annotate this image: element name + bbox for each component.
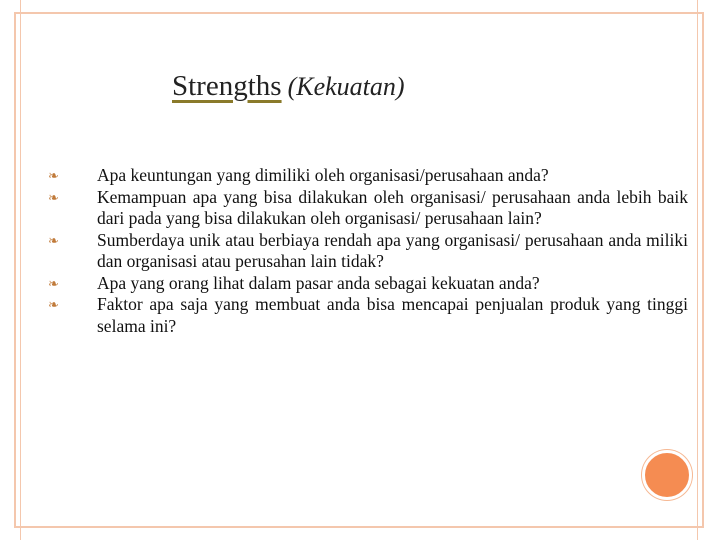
list-item [48, 294, 688, 337]
title-subtitle: (Kekuatan) [287, 72, 405, 101]
list-item-text: Apa yang orang lihat dalam pasar anda sebagai kekuatan anda? [97, 272, 540, 293]
frame-line-left [20, 0, 21, 540]
fleuron-bullet-icon: ❧ [48, 168, 59, 183]
list-item-text: Kemampuan apa yang bisa dilakukan oleh organisasi/ perusahaan anda lebih baik dari pada yang bisa dilakukan oleh organisasi/ perusahaan lain? [97, 186, 688, 228]
list-item [48, 187, 688, 230]
title-main: Strengths [172, 70, 282, 102]
frame-line-right [697, 0, 698, 540]
list-item-text: Apa keuntungan yang dimiliki oleh organisasi/perusahaan anda? [97, 165, 549, 185]
list-item [48, 273, 688, 295]
list-item-text: Sumberdaya unik atau berbiaya rendah apa yang organisasi/ perusahaan anda miliki dan organisasi atau perusahan lain tidak? [97, 229, 688, 271]
list-item-text: Faktor apa saja yang membuat anda bisa mencapai penjualan produk yang tinggi selama ini? [97, 294, 688, 336]
slide-title [172, 70, 405, 103]
fleuron-bullet-icon: ❧ [48, 232, 59, 248]
accent-circle-decoration [642, 450, 692, 500]
fleuron-bullet-icon: ❧ [48, 275, 59, 291]
fleuron-bullet-icon: ❧ [48, 297, 59, 312]
list-item [48, 230, 688, 273]
fleuron-bullet-icon: ❧ [48, 189, 59, 205]
bullet-list [48, 165, 688, 337]
list-item [48, 165, 688, 187]
